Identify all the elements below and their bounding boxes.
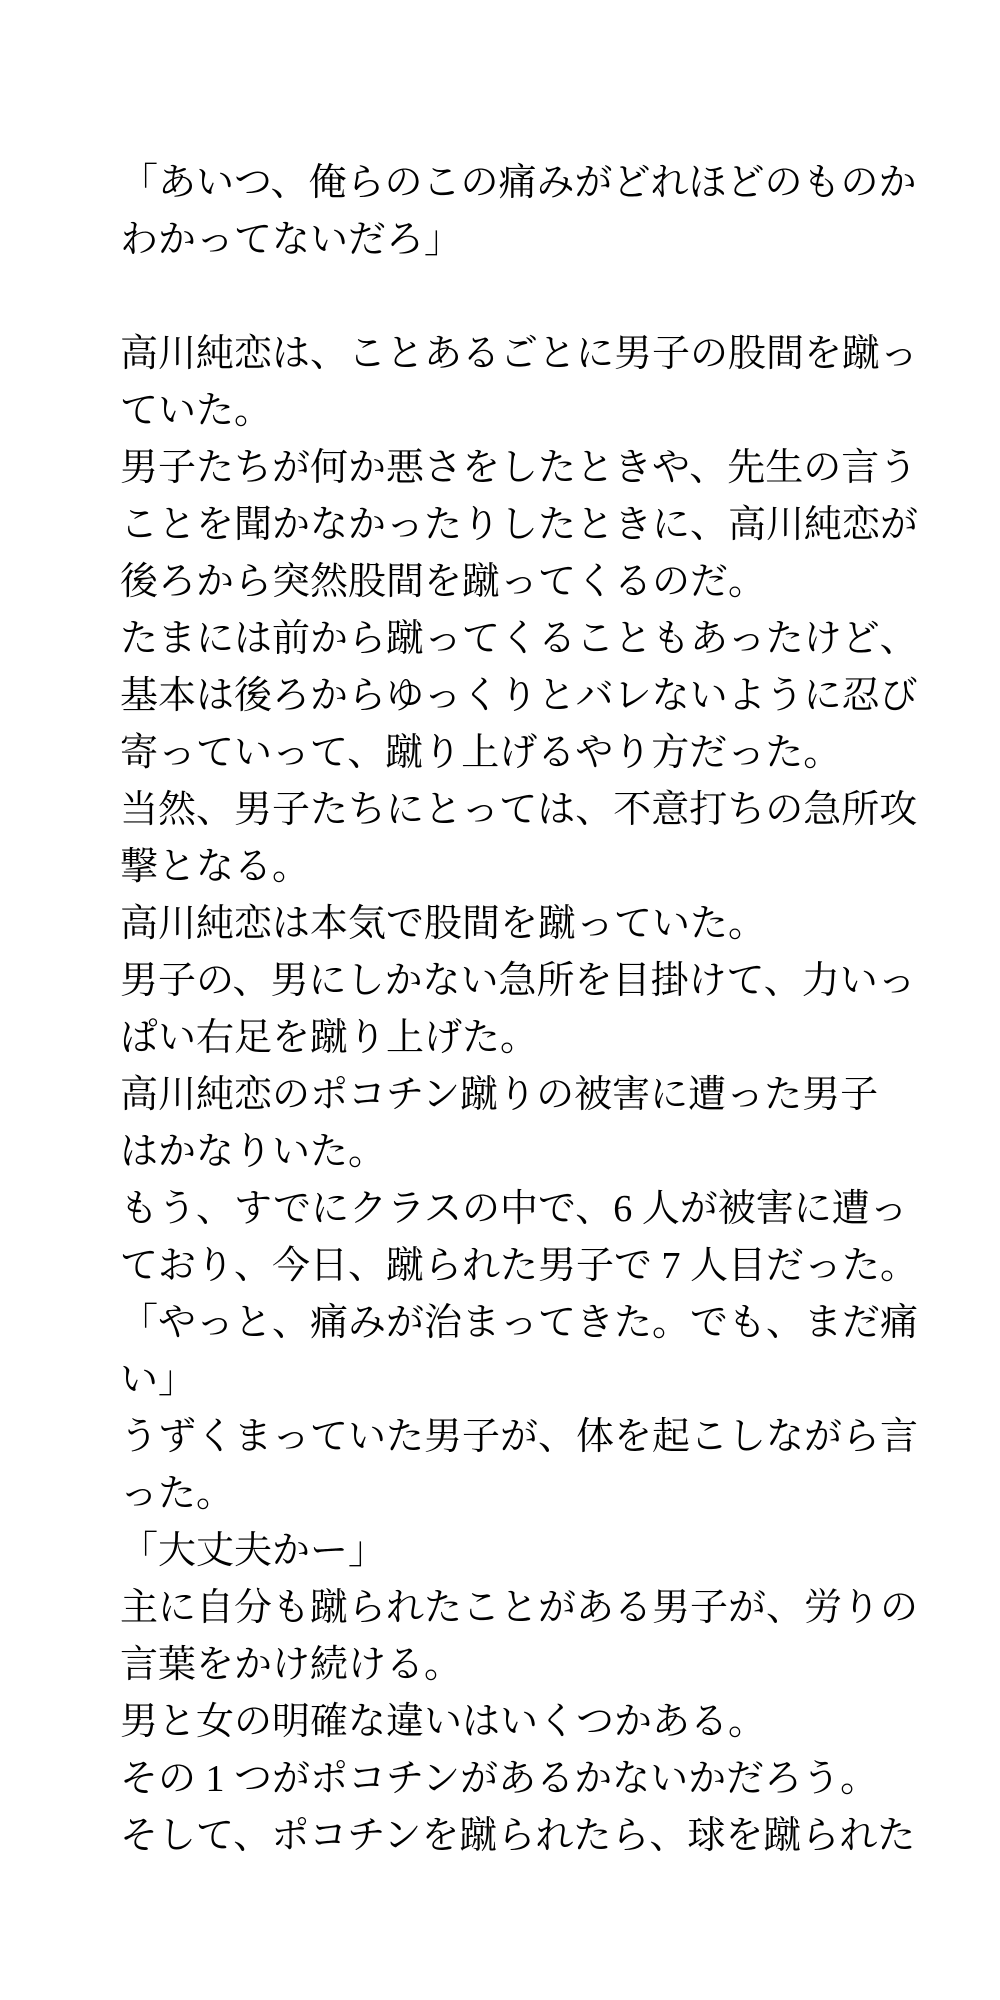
text-line: 男子たちが何か悪さをしたときや、先生の言う (120, 447, 918, 489)
text-line: 男と女の明確な違いはいくつかある。 (120, 1701, 767, 1743)
text-line: その 1 つがポコチンがあるかないかだろう。 (120, 1758, 879, 1800)
text-line (120, 269, 918, 326)
text-line: 「やっと、痛みが治まってきた。でも、まだ痛 (120, 1302, 919, 1344)
text-line: 男子の、男にしかない急所を目掛けて、力いっ (120, 960, 916, 1002)
text-line: はかなりいた。 (120, 1131, 387, 1173)
text-line: ことを聞かなかったりしたときに、高川純恋が (120, 504, 919, 546)
text-line: い」 (120, 1359, 197, 1401)
text-line: ており、今日、蹴られた男子で 7 人目だった。 (120, 1245, 919, 1287)
text-line: った。 (120, 1473, 235, 1515)
text-line: そして、ポコチンを蹴られたら、球を蹴られた (120, 1815, 916, 1857)
text-line: 主に自分も蹴られたことがある男子が、労りの (120, 1587, 919, 1629)
text-line: 寄っていって、蹴り上げるやり方だった。 (120, 732, 842, 774)
text-line: 基本は後ろからゆっくりとバレないように忍び (120, 675, 918, 717)
text-line: たまには前から蹴ってくることもあったけど、 (120, 618, 918, 660)
text-line: 「大丈夫かー」 (120, 1530, 387, 1572)
text-line: うずくまっていた男子が、体を起こしながら言 (120, 1416, 919, 1458)
text-line: 後ろから突然股間を蹴ってくるのだ。 (120, 561, 767, 603)
text-line: 高川純恋は、ことあるごとに男子の股間を蹴っ (120, 333, 919, 375)
text-line: もう、すでにクラスの中で、6 人が被害に遭っ (120, 1188, 908, 1230)
text-line: 高川純恋のポコチン蹴りの被害に遭った男子 (120, 1074, 879, 1116)
text-line: ぱい右足を蹴り上げた。 (120, 1017, 539, 1059)
text-line: 「あいつ、俺らのこの痛みがどれほどのものか (120, 162, 917, 204)
text-line: 当然、男子たちにとっては、不意打ちの急所攻 (120, 789, 918, 831)
text-line: わかってないだろ」 (120, 219, 463, 261)
text-line: 高川純恋は本気で股間を蹴っていた。 (120, 903, 767, 945)
text-line: ていた。 (120, 390, 273, 432)
text-line: 言葉をかけ続ける。 (120, 1644, 463, 1686)
document-text (120, 155, 918, 1865)
text-line: 撃となる。 (120, 846, 311, 888)
